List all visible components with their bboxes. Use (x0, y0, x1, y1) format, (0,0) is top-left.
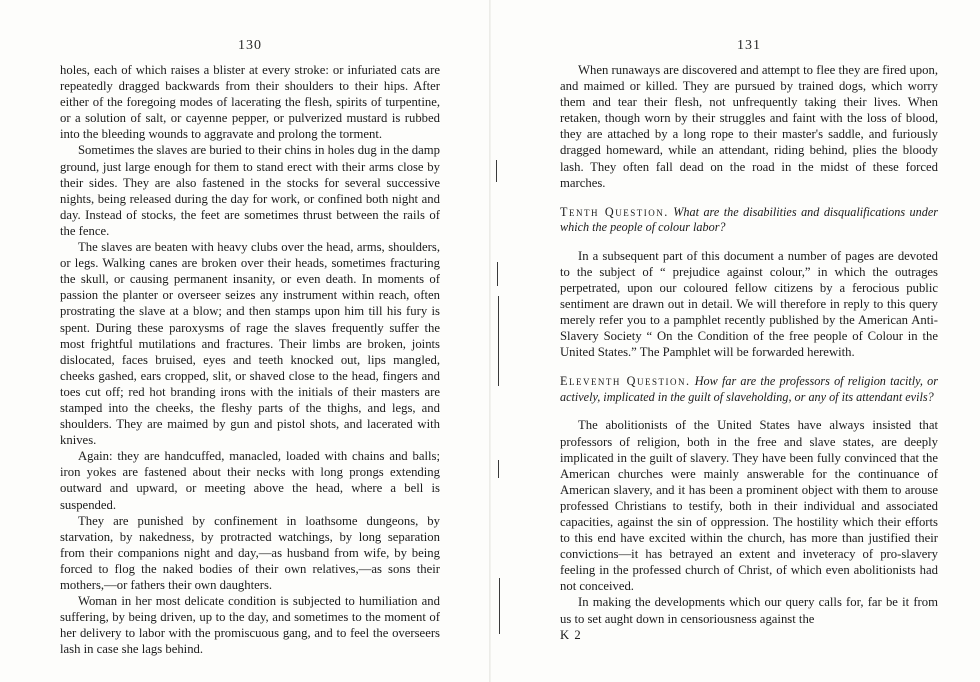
paragraph: When runaways are discovered and attempt to flee they are fired upon, and maimed or killed. They are pursued by trained dogs, which worry them and tear their flesh, not unfrequently taking their lives. When retaken, though worn by their struggles and faint with the loss of blood, they are attached by a long rope to their master's saddle, and furiously dragged homeward, while an attendant, riding behind, plies the bloody lash. They often fall dead on the road in the midst of these forced marches. (560, 63, 938, 190)
question-label: Eleventh Question. (560, 374, 691, 389)
right-page (490, 0, 980, 682)
paragraph: Woman in her most delicate condition is subjected to humiliation and suffering, by being driven, up to the day, and sometimes to the moment of her delivery to labor with the promiscuous gang, and to feel the overseers lash in case she lags behind. (60, 594, 440, 657)
paragraph: The slaves are beaten with heavy clubs over the head, arms, shoulders, or legs. Walking canes are broken over their heads, sometimes fracturing the skull, or causing permanent insanity, or even death. In moments of passion the planter or overseer seizes any instrument within reach, often prostrating the slave at a blow; and then stamps upon him till his fury is spent. During these paroxysms of rage the slaves frequently suffer the most frightful mutilations and fractures. Their limbs are broken, joints dislocated, faces bruised, eyes and teeth knocked out, lips mangled, cheeks gashed, ears cropped, slit, or shaved close to the head, fingers and toes cut off; red hot branding irons with the initials of their masters are stamped into the cheeks, the fleshy parts of the thighs, and legs, and shoulders. They are maimed by gun and pistol shots, and lacerated with knives. (60, 240, 440, 448)
paragraph: In a subsequent part of this document a number of pages are devoted to the subject of “ prejudice against colour,” in which the outrages perpetrated, upon our coloured fellow citizens by a ferocious public sentiment are drawn out in detail. We will therefore in reply to this query merely refer you to a pamphlet recently published by the American Anti-Slavery Society “ On the Condition of the free people of Colour in the United States.” The Pamphlet will be forwarded herewith. (560, 248, 938, 360)
paragraph: Sometimes the slaves are buried to their chins in holes dug in the damp ground, just large enough for them to stand erect with their arms close by their sides. They are also fastened in the stocks for several successive nights, being released during the day for work, or confined both night and day. Instead of stocks, the feet are sometimes thrust between the rails of the fence. (60, 143, 440, 238)
left-page-text (60, 62, 440, 657)
right-page-text (560, 62, 938, 643)
eleventh-question (560, 374, 938, 405)
page-number-left: 130 (238, 38, 262, 53)
paragraph: They are punished by confinement in loathsome dungeons, by starvation, by nakedness, by protracted watchings, by long separation from their companions night and day,—as husband from wife, by being forced to flog the naked bodies of their own relatives,—as sons their mothers,—or fathers their own daughters. (60, 513, 440, 592)
paragraph: The abolitionists of the United States have always insisted that professors of religion, both in the free and slave states, are deeply implicated in the guilt of slavery. They have been fully convinced that the American churches were mainly answerable for the continuance of American slavery, and it has been a prominent object with them to arouse professed Christians to testify, both in their individual and associated capacities, against the sin of oppression. The hostility which their efforts to this end have excited within the church, has more than justified their convictions—it has betrayed an extent and inveteracy of pro-slavery feeling in the professed church of Christ, of which even abolitionists had not conceived. (560, 418, 938, 594)
question-label: Tenth Question. (560, 204, 669, 219)
paragraph: Again: they are handcuffed, manacled, loaded with chains and balls; iron yokes are fastened about their necks with long prongs extending outward and upward, or meeting above the head, where a bell is suspended. (60, 449, 440, 512)
tenth-question (560, 205, 938, 236)
paragraph: In making the developments which our query calls for, far be it from us to set aught down in censoriousness against the (560, 595, 938, 626)
question-text: What are the disabilities and disqualifications under which the people of colour labor? (560, 204, 938, 235)
question-text: How far are the professors of religion tacitly, or actively, implicated in the guilt of slaveholding, or any of its attendant evils? (560, 374, 938, 404)
signature-mark: K 2 (560, 627, 582, 642)
paragraph: holes, each of which raises a blister at every stroke: or infuriated cats are repeatedly dragged backwards from their shoulders to their hips. After either of the foregoing modes of lacerating the flesh, spirits of turpentine, or a solution of salt, or cayenne pepper, or pulverized mustard is rubbed into the bleeding wounds to aggravate and prolong the torment. (60, 63, 440, 142)
page-number-right: 131 (737, 38, 761, 53)
